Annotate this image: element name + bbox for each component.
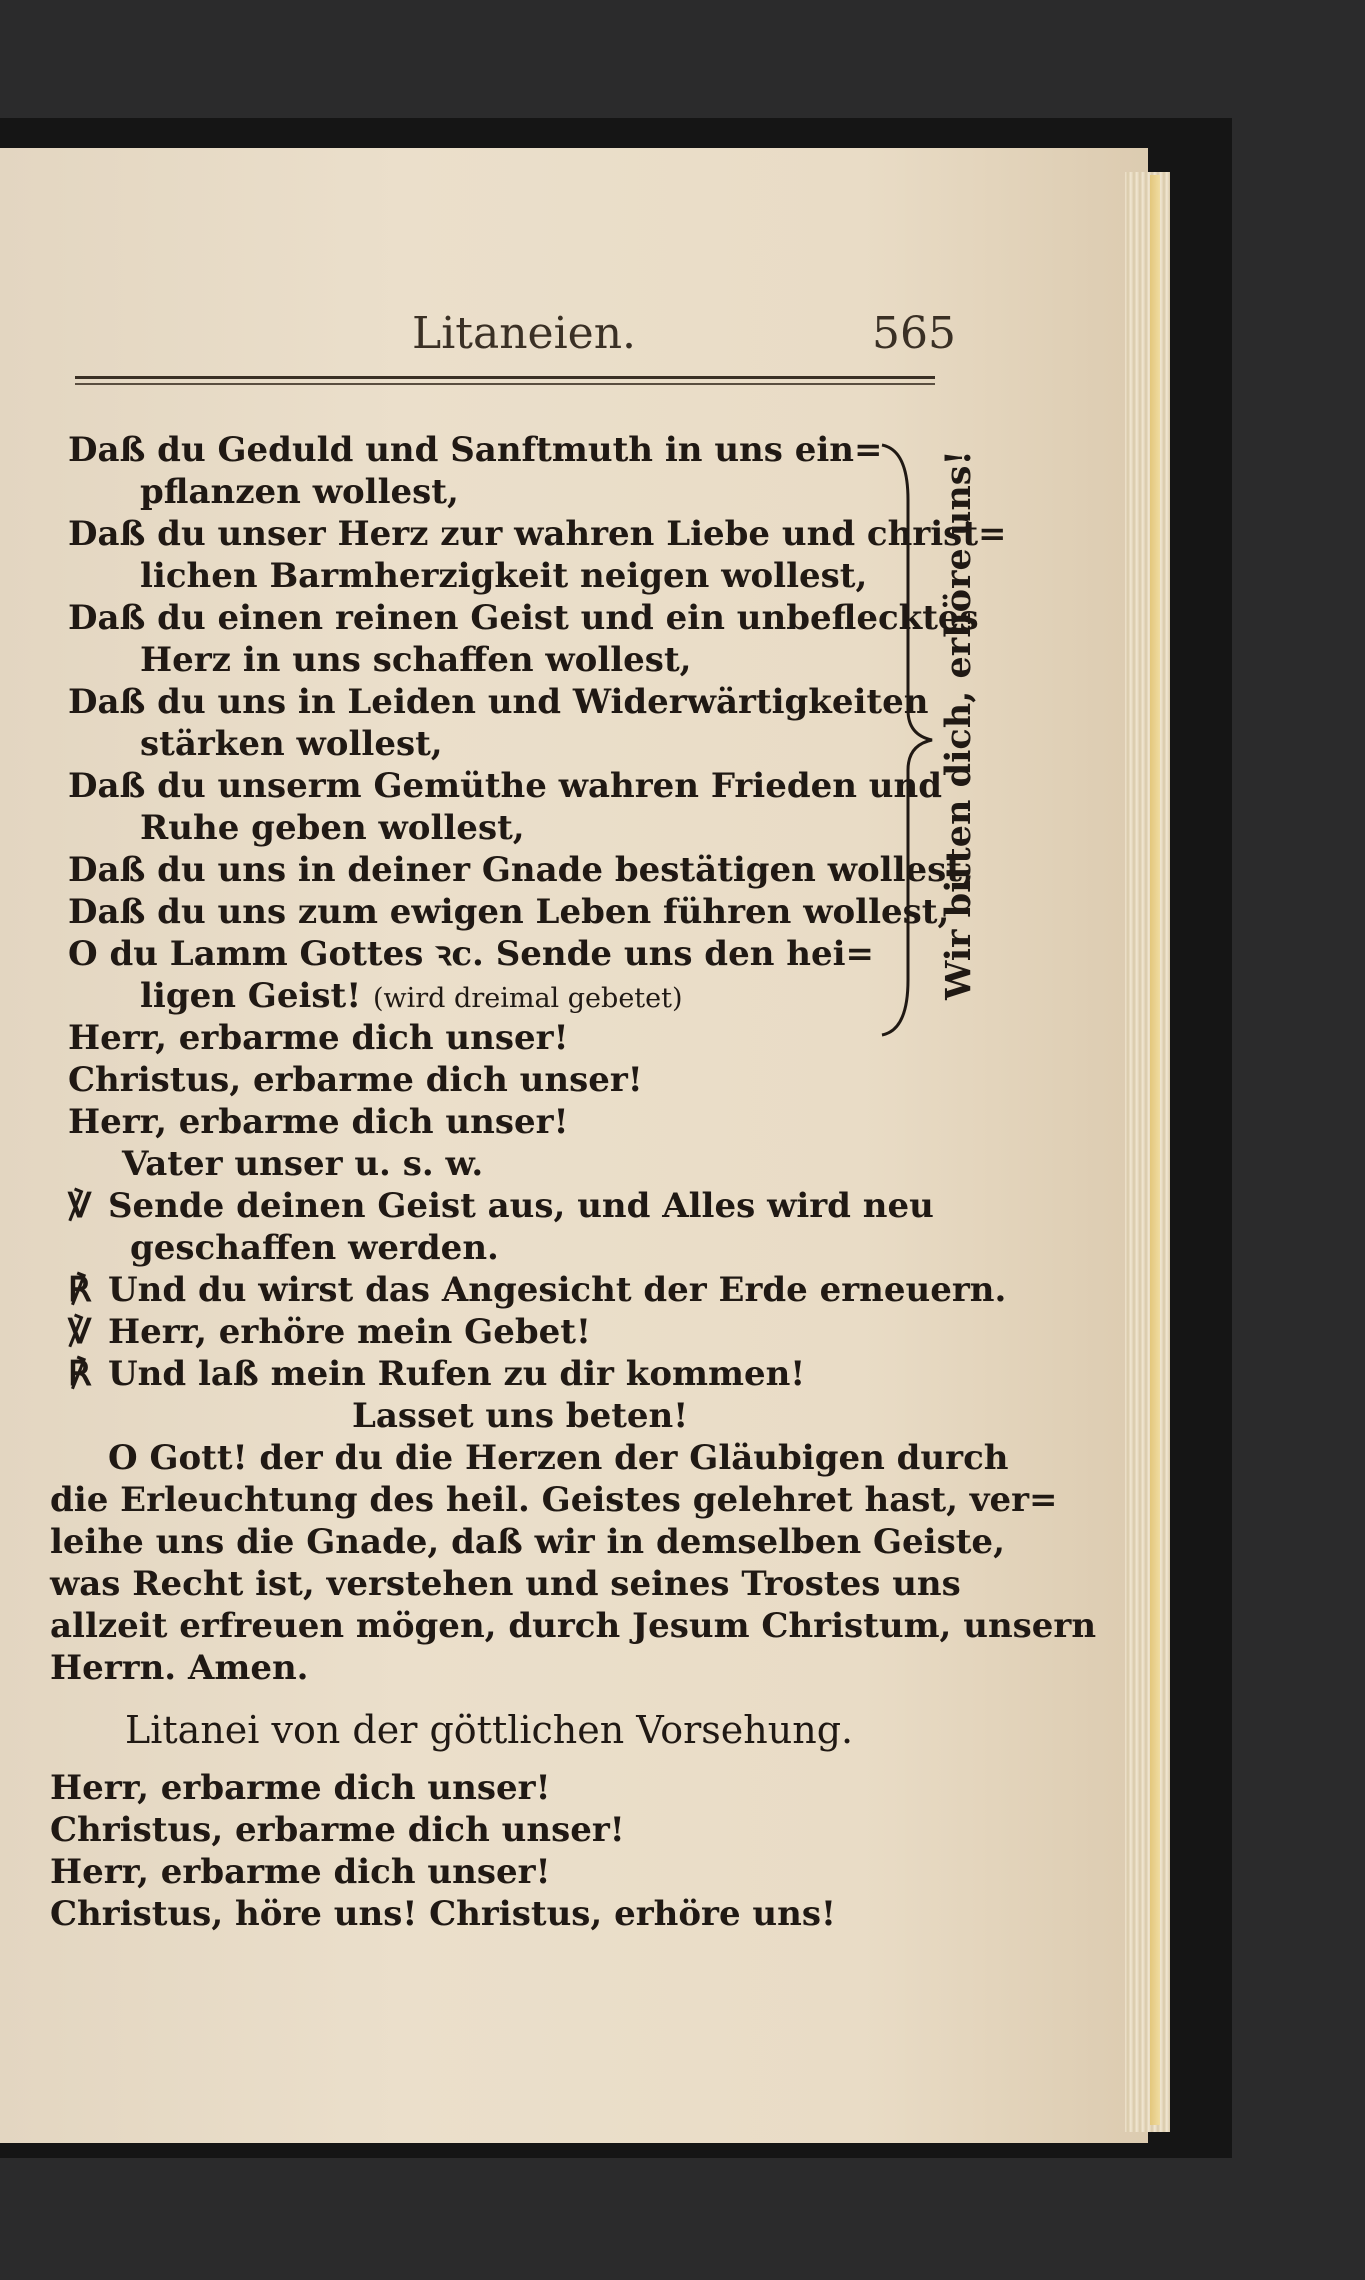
versicle [68, 1312, 591, 1353]
litany-line: stärken wollest, [140, 724, 443, 764]
litany-line: Daß du Geduld und Sanftmuth in uns ein= [68, 430, 883, 470]
litany-line: pflanzen wollest, [140, 472, 459, 512]
response-text: Und du wirst das Angesicht der Erde erneuern. [108, 1270, 1007, 1310]
header-rule-thin [75, 383, 935, 385]
litany-line: Daß du uns in Leiden und Widerwärtigkeiten [68, 682, 929, 722]
section-line: Herr, erbarme dich unser! [50, 1768, 551, 1808]
litany-line-last [140, 976, 683, 1019]
section-line: Christus, erbarme dich unser! [50, 1810, 625, 1850]
kyrie-line: Herr, erbarme dich unser! [68, 1018, 569, 1058]
prayer-line: leihe uns die Gnade, daß wir in demselben Geiste, [50, 1522, 1005, 1562]
pater-noster-line: Vater unser u. s. w. [122, 1144, 484, 1184]
response [68, 1354, 805, 1395]
prayer-heading: Lasset uns beten! [352, 1396, 689, 1436]
litany-line: Daß du unser Herz zur wahren Liebe und christ= [68, 514, 1007, 554]
gilt-edge [1150, 175, 1160, 2125]
prayer-line: was Recht ist, verstehen und seines Trostes uns [50, 1564, 961, 1604]
litany-line: Daß du unserm Gemüthe wahren Frieden und [68, 766, 943, 806]
litany-line: Ruhe geben wollest, [140, 808, 525, 848]
prayer-line: Herrn. Amen. [50, 1648, 309, 1688]
page-edges [1125, 172, 1170, 2132]
litany-line-text: ligen Geist! [140, 976, 362, 1016]
response-icon: ℟ [68, 1354, 92, 1394]
kyrie-line: Christus, erbarme dich unser! [68, 1060, 643, 1100]
kyrie-line: Herr, erbarme dich unser! [68, 1102, 569, 1142]
section-heading: Litanei von der göttlichen Vorsehung. [125, 1708, 854, 1752]
versicle-icon: ℣ [68, 1312, 92, 1352]
versicle-icon: ℣ [68, 1186, 92, 1226]
versicle-text: Herr, erhöre mein Gebet! [108, 1312, 591, 1352]
litany-line: Daß du einen reinen Geist und ein unbeflecktes [68, 598, 979, 638]
litany-line: Daß du uns zum ewigen Leben führen wollest, [68, 892, 950, 932]
side-response: Wir bitten dich, erhöre uns! [938, 450, 979, 1000]
versicle [68, 1186, 934, 1227]
litany-line: lichen Barmherzigkeit neigen wollest, [140, 556, 868, 596]
section-line: Herr, erbarme dich unser! [50, 1852, 551, 1892]
response-icon: ℟ [68, 1270, 92, 1310]
litany-line: Daß du uns in deiner Gnade bestätigen wollest, [68, 850, 974, 890]
section-line: Christus, höre uns! Christus, erhöre uns! [50, 1894, 836, 1934]
litany-line: O du Lamm Gottes ꝛc. Sende uns den hei= [68, 934, 875, 974]
rubric-note: (wird dreimal gebetet) [373, 983, 683, 1014]
prayer-line: allzeit erfreuen mögen, durch Jesum Christum, unsern [50, 1606, 1097, 1646]
response [68, 1270, 1006, 1311]
header-rule [75, 376, 935, 379]
litany-line: Herz in uns schaffen wollest, [140, 640, 692, 680]
versicle-text: Sende deinen Geist aus, und Alles wird neu [108, 1186, 934, 1226]
prayer-line: die Erleuchtung des heil. Geistes gelehret hast, ver= [50, 1480, 1058, 1520]
running-title: Litaneien. [412, 308, 637, 359]
versicle-continuation: geschaffen werden. [130, 1228, 499, 1268]
prayer-line: O Gott! der du die Herzen der Gläubigen durch [108, 1438, 1009, 1478]
right-brace [880, 440, 940, 1040]
response-text: Und laß mein Rufen zu dir kommen! [108, 1354, 806, 1394]
page-number: 565 [872, 308, 956, 359]
